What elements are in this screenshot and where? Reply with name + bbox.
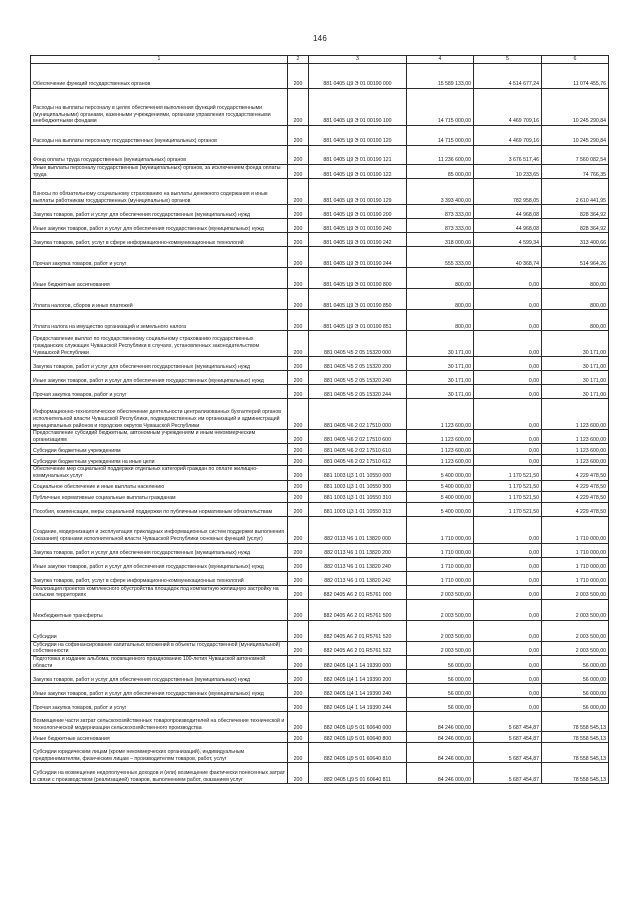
row-classification-cell: 882 0405 Ц9 5 01 60640 800	[309, 732, 407, 743]
row-approved-cell: 30 171,00	[407, 357, 474, 371]
row-unexecuted-cell: 4 229 478,50	[542, 502, 609, 516]
row-classification-cell: 881 0405 Ц9 Э 01 00190 120	[309, 126, 407, 146]
row-code-cell: 200	[288, 684, 309, 698]
row-unexecuted-cell: 828 364,92	[542, 219, 609, 233]
row-code-cell: 200	[288, 599, 309, 620]
row-approved-cell: 56 000,00	[407, 698, 474, 712]
row-approved-cell: 84 246 000,00	[407, 712, 474, 732]
row-name-cell: Социальное обеспечение и иные выплаты населению	[31, 480, 288, 491]
row-code-cell: 200	[288, 543, 309, 557]
row-unexecuted-cell: 56 000,00	[542, 684, 609, 698]
row-code-cell: 200	[288, 247, 309, 268]
row-unexecuted-cell: 1 123 600,00	[542, 455, 609, 466]
header-cell: 1	[31, 56, 288, 64]
row-classification-cell: 881 0405 Ц9 Э 01 00190 850	[309, 289, 407, 310]
row-executed-cell: 3 676 517,46	[474, 146, 542, 165]
row-unexecuted-cell: 1 123 600,00	[542, 430, 609, 444]
row-approved-cell: 14 715 000,00	[407, 126, 474, 146]
row-unexecuted-cell: 800,00	[542, 310, 609, 331]
row-classification-cell: 881 0405 Ч6 2 02 17510 000	[309, 399, 407, 430]
row-unexecuted-cell: 30 171,00	[542, 331, 609, 357]
row-approved-cell: 5 400 000,00	[407, 480, 474, 491]
table-row	[31, 331, 609, 357]
table-row	[31, 310, 609, 331]
row-executed-cell: 5 687 454,87	[474, 763, 542, 784]
row-executed-cell: 4 599,34	[474, 233, 542, 247]
row-unexecuted-cell: 1 710 000,00	[542, 516, 609, 543]
row-classification-cell: 882 0405 А6 2 01 R5761 520	[309, 620, 407, 641]
row-executed-cell: 1 170 521,50	[474, 480, 542, 491]
row-approved-cell: 873 333,00	[407, 219, 474, 233]
row-executed-cell: 40 368,74	[474, 247, 542, 268]
row-approved-cell: 800,00	[407, 310, 474, 331]
row-code-cell: 200	[288, 179, 309, 205]
row-approved-cell: 5 400 000,00	[407, 502, 474, 516]
row-executed-cell: 0,00	[474, 571, 542, 585]
row-executed-cell: 4 469 709,16	[474, 126, 542, 146]
table-row	[31, 233, 609, 247]
row-unexecuted-cell: 828 364,92	[542, 205, 609, 219]
row-approved-cell: 1 123 600,00	[407, 455, 474, 466]
row-code-cell: 200	[288, 516, 309, 543]
row-name-cell: Иные бюджетные ассигнования	[31, 268, 288, 289]
row-code-cell: 200	[288, 698, 309, 712]
page-number: 146	[313, 34, 327, 43]
row-unexecuted-cell: 78 558 545,13	[542, 763, 609, 784]
row-classification-cell: 881 0405 Ч6 2 02 17510 610	[309, 444, 407, 455]
row-unexecuted-cell: 2 003 500,00	[542, 641, 609, 655]
row-name-cell: Субсидии на возмещение недополученных доходов и (или) возмещение фактически понесенных затрат в связи с производством (реализацией) товаров, выполнением работ, оказанием услуг	[31, 763, 288, 784]
table-row	[31, 585, 609, 599]
row-executed-cell: 0,00	[474, 399, 542, 430]
row-code-cell: 200	[288, 289, 309, 310]
row-unexecuted-cell: 78 558 545,13	[542, 712, 609, 732]
row-classification-cell: 881 0405 Ч5 2 05 15320 240	[309, 371, 407, 385]
row-approved-cell: 2 003 500,00	[407, 599, 474, 620]
row-name-cell: Прочая закупка товаров, работ и услуг	[31, 385, 288, 399]
table-row	[31, 247, 609, 268]
table-row	[31, 620, 609, 641]
row-executed-cell: 782 958,05	[474, 179, 542, 205]
row-unexecuted-cell: 10 245 290,84	[542, 89, 609, 126]
row-name-cell: Расходы на выплаты персоналу государственных (муниципальных) органов	[31, 126, 288, 146]
row-code-cell: 200	[288, 165, 309, 179]
row-name-cell: Предоставление субсидий бюджетным, автономным учреждениям и иным некоммерческим организациям	[31, 430, 288, 444]
row-executed-cell: 4 514 677,24	[474, 64, 542, 89]
row-unexecuted-cell: 2 003 500,00	[542, 620, 609, 641]
row-executed-cell: 0,00	[474, 698, 542, 712]
row-approved-cell: 555 333,00	[407, 247, 474, 268]
row-name-cell: Субсидии бюджетным учреждениям	[31, 444, 288, 455]
row-approved-cell: 1 123 600,00	[407, 444, 474, 455]
row-code-cell: 200	[288, 571, 309, 585]
row-code-cell: 200	[288, 502, 309, 516]
row-code-cell: 200	[288, 357, 309, 371]
row-code-cell: 200	[288, 146, 309, 165]
table-row	[31, 179, 609, 205]
row-executed-cell: 0,00	[474, 268, 542, 289]
table-row	[31, 430, 609, 444]
row-unexecuted-cell: 56 000,00	[542, 670, 609, 684]
row-code-cell: 200	[288, 310, 309, 331]
table-row	[31, 455, 609, 466]
row-name-cell: Реализация проектов комплексного обустройства площадок под компактную жилищную застройку на сельских территориях	[31, 585, 288, 599]
row-name-cell: Иные выплаты персоналу государственных (муниципальных) органов, за исключением фонда оплаты труда	[31, 165, 288, 179]
row-executed-cell: 1 170 521,50	[474, 491, 542, 502]
row-executed-cell: 44 968,08	[474, 205, 542, 219]
row-code-cell: 200	[288, 732, 309, 743]
row-classification-cell: 881 0405 Ц9 Э 01 00190 100	[309, 89, 407, 126]
row-code-cell: 200	[288, 480, 309, 491]
table-row	[31, 466, 609, 480]
row-code-cell: 200	[288, 743, 309, 763]
row-name-cell: Межбюджетные трансферты	[31, 599, 288, 620]
row-executed-cell: 0,00	[474, 641, 542, 655]
header-cell: 6	[542, 56, 609, 64]
header-cell: 5	[474, 56, 542, 64]
table-row	[31, 357, 609, 371]
row-classification-cell: 881 0405 Ц9 Э 01 00190 121	[309, 146, 407, 165]
row-unexecuted-cell: 4 229 478,50	[542, 491, 609, 502]
row-code-cell: 200	[288, 89, 309, 126]
row-approved-cell: 2 003 500,00	[407, 585, 474, 599]
table-row	[31, 684, 609, 698]
table-row	[31, 146, 609, 165]
row-classification-cell: 882 0405 Ц4 1 14 19390 244	[309, 698, 407, 712]
row-executed-cell: 0,00	[474, 430, 542, 444]
row-unexecuted-cell: 1 710 000,00	[542, 543, 609, 557]
table-row	[31, 126, 609, 146]
row-unexecuted-cell: 800,00	[542, 289, 609, 310]
table-row	[31, 599, 609, 620]
table-row	[31, 743, 609, 763]
row-executed-cell: 0,00	[474, 289, 542, 310]
row-name-cell: Иные закупки товаров, работ и услуг для обеспечения государственных (муниципальных) нужд	[31, 371, 288, 385]
row-classification-cell: 881 0405 Ч5 2 05 15320 244	[309, 385, 407, 399]
row-unexecuted-cell: 1 710 000,00	[542, 571, 609, 585]
row-executed-cell: 0,00	[474, 455, 542, 466]
row-classification-cell: 881 1003 Ц3 1 01 10550 300	[309, 480, 407, 491]
row-classification-cell: 882 0405 Ц4 1 14 19390 240	[309, 684, 407, 698]
row-name-cell: Субсидии юридическим лицам (кроме некоммерческих организаций), индивидуальным предпринимателям, физическим лицам – производителям товаров, работ, услуг	[31, 743, 288, 763]
row-classification-cell: 881 0405 Ч6 2 02 17510 612	[309, 455, 407, 466]
row-name-cell: Иные закупки товаров, работ и услуг для обеспечения государственных (муниципальных) нужд	[31, 557, 288, 571]
row-unexecuted-cell: 4 229 478,50	[542, 480, 609, 491]
row-classification-cell: 881 0405 Ц9 Э 01 00190 800	[309, 268, 407, 289]
row-name-cell: Фонд оплаты труда государственных (муниципальных) органов	[31, 146, 288, 165]
row-name-cell: Закупка товаров, работ, услуг в сфере информационно-коммуникационных технологий	[31, 571, 288, 585]
row-name-cell: Закупка товаров, работ и услуг для обеспечения государственных (муниципальных) нужд	[31, 357, 288, 371]
row-code-cell: 200	[288, 455, 309, 466]
row-approved-cell: 56 000,00	[407, 655, 474, 669]
table-row	[31, 641, 609, 655]
row-unexecuted-cell: 74 766,35	[542, 165, 609, 179]
row-classification-cell: 882 0405 Ц9 5 01 60640 810	[309, 743, 407, 763]
row-name-cell: Информационно-технологическое обеспечение деятельности централизованных бухгалтерий органов исполнительной власти Чувашской Республики, подведомственных им организаций и администраций муниципальных районов и городских округов Чувашской Республики	[31, 399, 288, 430]
row-name-cell: Предоставление выплат по государственному социальному страхованию государственных гражданских служащих Чувашской Республики в случаях, установленных законодательством Чувашской Республики	[31, 331, 288, 357]
row-approved-cell: 2 003 500,00	[407, 620, 474, 641]
row-name-cell: Закупка товаров, работ и услуг для обеспечения государственных (муниципальных) нужд	[31, 543, 288, 557]
row-classification-cell: 882 0113 Ч6 1 01 13820 240	[309, 557, 407, 571]
header-cell: 4	[407, 56, 474, 64]
row-name-cell: Закупка товаров, работ, услуг в сфере информационно-коммуникационных технологий	[31, 233, 288, 247]
row-code-cell: 200	[288, 641, 309, 655]
row-classification-cell: 882 0405 А6 2 01 R5761 522	[309, 641, 407, 655]
row-unexecuted-cell: 2 003 500,00	[542, 585, 609, 599]
row-executed-cell: 0,00	[474, 557, 542, 571]
row-executed-cell: 0,00	[474, 670, 542, 684]
table-row	[31, 543, 609, 557]
row-name-cell: Иные бюджетные ассигнования	[31, 732, 288, 743]
row-name-cell: Подготовка и издание альбома, посвященного празднованию 100-летия Чувашской автономной области	[31, 655, 288, 669]
row-executed-cell: 5 687 454,87	[474, 712, 542, 732]
row-executed-cell: 0,00	[474, 444, 542, 455]
row-approved-cell: 800,00	[407, 289, 474, 310]
row-name-cell: Иные закупки товаров, работ и услуг для обеспечения государственных (муниципальных) нужд	[31, 219, 288, 233]
table-row	[31, 219, 609, 233]
row-unexecuted-cell: 7 560 082,54	[542, 146, 609, 165]
row-classification-cell: 881 1003 Ц3 1 01 10550 310	[309, 491, 407, 502]
row-approved-cell: 56 000,00	[407, 670, 474, 684]
row-classification-cell: 881 0405 Ц9 Э 01 00190 240	[309, 219, 407, 233]
row-name-cell: Субсидии	[31, 620, 288, 641]
row-executed-cell: 0,00	[474, 599, 542, 620]
row-code-cell: 200	[288, 64, 309, 89]
table-row	[31, 89, 609, 126]
row-executed-cell: 4 469 709,16	[474, 89, 542, 126]
row-classification-cell: 882 0405 А6 2 01 R5761 000	[309, 585, 407, 599]
row-classification-cell: 881 1003 Ц3 1 01 10550 313	[309, 502, 407, 516]
table-row	[31, 732, 609, 743]
row-executed-cell: 0,00	[474, 655, 542, 669]
table-row	[31, 64, 609, 89]
row-executed-cell: 0,00	[474, 620, 542, 641]
row-name-cell: Создание, модернизация и эксплуатация прикладных информационных систем поддержки выполнения (оказания) органами исполнительной власти Чувашской Республики основных функций (услуг)	[31, 516, 288, 543]
row-unexecuted-cell: 2 610 441,95	[542, 179, 609, 205]
row-classification-cell: 881 0405 Ч5 2 05 15320 200	[309, 357, 407, 371]
row-executed-cell: 0,00	[474, 331, 542, 357]
row-unexecuted-cell: 1 123 600,00	[542, 399, 609, 430]
row-code-cell: 200	[288, 399, 309, 430]
row-code-cell: 200	[288, 268, 309, 289]
row-approved-cell: 5 400 000,00	[407, 466, 474, 480]
row-code-cell: 200	[288, 219, 309, 233]
table-row	[31, 268, 609, 289]
row-name-cell: Уплата налогов, сборов и иных платежей	[31, 289, 288, 310]
table-row	[31, 502, 609, 516]
table-row	[31, 516, 609, 543]
row-approved-cell: 5 400 000,00	[407, 491, 474, 502]
row-approved-cell: 2 003 500,00	[407, 641, 474, 655]
row-classification-cell: 881 0405 Ц9 Э 01 00190 000	[309, 64, 407, 89]
table-row	[31, 712, 609, 732]
row-unexecuted-cell: 1 123 600,00	[542, 444, 609, 455]
row-classification-cell: 882 0405 Ц9 5 01 60640 000	[309, 712, 407, 732]
row-unexecuted-cell: 4 229 478,50	[542, 466, 609, 480]
row-classification-cell: 882 0405 Ц4 1 14 19390 200	[309, 670, 407, 684]
row-classification-cell: 882 0405 А6 2 01 R5761 500	[309, 599, 407, 620]
row-code-cell: 200	[288, 466, 309, 480]
row-unexecuted-cell: 313 400,66	[542, 233, 609, 247]
row-name-cell: Возмещение части затрат сельскохозяйственных товаропроизводителей на обеспечение технической и технологической модернизации сельскохозяйственного производства	[31, 712, 288, 732]
row-approved-cell: 30 171,00	[407, 371, 474, 385]
row-unexecuted-cell: 78 558 545,13	[542, 743, 609, 763]
row-executed-cell: 1 170 521,50	[474, 502, 542, 516]
row-name-cell: Субсидии бюджетным учреждениям на иные цели	[31, 455, 288, 466]
row-code-cell: 200	[288, 430, 309, 444]
row-classification-cell: 881 0405 Ц9 Э 01 00190 851	[309, 310, 407, 331]
row-approved-cell: 84 246 000,00	[407, 732, 474, 743]
row-approved-cell: 873 333,00	[407, 205, 474, 219]
table-row	[31, 165, 609, 179]
row-unexecuted-cell: 78 558 545,13	[542, 732, 609, 743]
row-unexecuted-cell: 30 171,00	[542, 385, 609, 399]
table-row	[31, 371, 609, 385]
row-unexecuted-cell: 56 000,00	[542, 655, 609, 669]
table-row	[31, 491, 609, 502]
row-name-cell: Иные закупки товаров, работ и услуг для обеспечения государственных (муниципальных) нужд	[31, 684, 288, 698]
row-classification-cell: 882 0113 Ч6 1 01 13820 242	[309, 571, 407, 585]
table-row	[31, 557, 609, 571]
row-code-cell: 200	[288, 444, 309, 455]
row-executed-cell: 0,00	[474, 371, 542, 385]
table-row	[31, 289, 609, 310]
row-name-cell: Пособия, компенсации, меры социальной поддержки по публичным нормативным обязательствам	[31, 502, 288, 516]
row-approved-cell: 1 710 000,00	[407, 571, 474, 585]
row-name-cell: Публичные нормативные социальные выплаты гражданам	[31, 491, 288, 502]
row-name-cell: Уплата налога на имущество организаций и земельного налога	[31, 310, 288, 331]
row-classification-cell: 881 0405 Ц9 Э 01 00190 200	[309, 205, 407, 219]
row-code-cell: 200	[288, 557, 309, 571]
row-code-cell: 200	[288, 491, 309, 502]
row-unexecuted-cell: 30 171,00	[542, 357, 609, 371]
row-code-cell: 200	[288, 233, 309, 247]
row-executed-cell: 0,00	[474, 543, 542, 557]
row-code-cell: 200	[288, 385, 309, 399]
row-approved-cell: 1 710 000,00	[407, 543, 474, 557]
row-code-cell: 200	[288, 331, 309, 357]
row-executed-cell: 10 233,65	[474, 165, 542, 179]
row-name-cell: Обеспечение функций государственных органов	[31, 64, 288, 89]
table-row	[31, 385, 609, 399]
row-approved-cell: 14 715 000,00	[407, 89, 474, 126]
row-classification-cell: 881 0405 Ч5 2 05 15320 000	[309, 331, 407, 357]
row-name-cell: Закупка товаров, работ и услуг для обеспечения государственных (муниципальных) нужд	[31, 670, 288, 684]
row-approved-cell: 1 710 000,00	[407, 516, 474, 543]
row-name-cell: Взносы по обязательному социальному страхованию на выплаты денежного содержания и иные выплаты работникам государственных (муниципальных) органов	[31, 179, 288, 205]
row-name-cell: Закупка товаров, работ и услуг для обеспечения государственных (муниципальных) нужд	[31, 205, 288, 219]
table-row	[31, 571, 609, 585]
row-approved-cell: 30 171,00	[407, 331, 474, 357]
row-approved-cell: 85 000,00	[407, 165, 474, 179]
row-code-cell: 200	[288, 205, 309, 219]
row-executed-cell: 5 687 454,87	[474, 732, 542, 743]
header-cell: 3	[309, 56, 407, 64]
row-approved-cell: 11 236 600,00	[407, 146, 474, 165]
row-code-cell: 200	[288, 620, 309, 641]
table-row	[31, 444, 609, 455]
row-code-cell: 200	[288, 763, 309, 784]
row-code-cell: 200	[288, 655, 309, 669]
row-unexecuted-cell: 514 964,26	[542, 247, 609, 268]
row-executed-cell: 0,00	[474, 516, 542, 543]
row-executed-cell: 0,00	[474, 385, 542, 399]
row-code-cell: 200	[288, 670, 309, 684]
row-code-cell: 200	[288, 712, 309, 732]
table-row	[31, 480, 609, 491]
row-approved-cell: 1 710 000,00	[407, 557, 474, 571]
row-classification-cell: 881 0405 Ц9 Э 01 00190 244	[309, 247, 407, 268]
table-row	[31, 205, 609, 219]
table-row	[31, 763, 609, 784]
row-classification-cell: 881 0405 Ч6 2 02 17510 600	[309, 430, 407, 444]
table-row	[31, 670, 609, 684]
header-cell: 2	[288, 56, 309, 64]
row-unexecuted-cell: 56 000,00	[542, 698, 609, 712]
budget-execution-table	[30, 55, 609, 784]
row-classification-cell: 882 0405 Ц9 5 01 60640 811	[309, 763, 407, 784]
row-name-cell: Прочая закупка товаров, работ и услуг	[31, 247, 288, 268]
row-unexecuted-cell: 11 074 455,76	[542, 64, 609, 89]
row-executed-cell: 0,00	[474, 684, 542, 698]
row-unexecuted-cell: 2 003 500,00	[542, 599, 609, 620]
row-approved-cell: 800,00	[407, 268, 474, 289]
row-approved-cell: 84 246 000,00	[407, 763, 474, 784]
row-classification-cell: 881 1003 Ц3 1 01 10550 000	[309, 466, 407, 480]
row-unexecuted-cell: 10 245 290,84	[542, 126, 609, 146]
row-approved-cell: 1 123 600,00	[407, 430, 474, 444]
row-approved-cell: 15 589 133,00	[407, 64, 474, 89]
row-name-cell: Расходы на выплаты персоналу в целях обеспечения выполнения функций государственными (муниципальными) органами, казенными учреждениями, органами управления государственными внебюджетными фондами	[31, 89, 288, 126]
row-approved-cell: 1 123 600,00	[407, 399, 474, 430]
row-code-cell: 200	[288, 371, 309, 385]
row-name-cell: Обеспечение мер социальной поддержки отдельных категорий граждан по оплате жилищно-коммунальных услуг	[31, 466, 288, 480]
table-row	[31, 399, 609, 430]
row-unexecuted-cell: 800,00	[542, 268, 609, 289]
row-classification-cell: 881 0405 Ц9 Э 01 00190 129	[309, 179, 407, 205]
row-executed-cell: 0,00	[474, 585, 542, 599]
row-classification-cell: 881 0405 Ц9 Э 01 00190 242	[309, 233, 407, 247]
row-name-cell: Субсидии на софинансирование капитальных вложений в объекты государственной (муниципальной) собственности	[31, 641, 288, 655]
row-code-cell: 200	[288, 585, 309, 599]
row-approved-cell: 3 393 400,00	[407, 179, 474, 205]
row-unexecuted-cell: 30 171,00	[542, 371, 609, 385]
row-approved-cell: 56 000,00	[407, 684, 474, 698]
row-classification-cell: 882 0113 Ч6 1 01 13820 200	[309, 543, 407, 557]
row-approved-cell: 318 000,00	[407, 233, 474, 247]
row-executed-cell: 0,00	[474, 310, 542, 331]
row-name-cell: Прочая закупка товаров, работ и услуг	[31, 698, 288, 712]
row-executed-cell: 0,00	[474, 357, 542, 371]
row-approved-cell: 30 171,00	[407, 385, 474, 399]
table-row	[31, 698, 609, 712]
row-classification-cell: 882 0113 Ч6 1 01 13820 000	[309, 516, 407, 543]
row-classification-cell: 882 0405 Ц4 1 14 19390 000	[309, 655, 407, 669]
row-classification-cell: 881 0405 Ц9 Э 01 00190 122	[309, 165, 407, 179]
table-row	[31, 655, 609, 669]
row-unexecuted-cell: 1 710 000,00	[542, 557, 609, 571]
row-approved-cell: 84 246 000,00	[407, 743, 474, 763]
row-code-cell: 200	[288, 126, 309, 146]
table-header-row	[31, 56, 609, 64]
row-executed-cell: 44 968,08	[474, 219, 542, 233]
row-executed-cell: 5 687 454,87	[474, 743, 542, 763]
row-executed-cell: 1 170 521,50	[474, 466, 542, 480]
